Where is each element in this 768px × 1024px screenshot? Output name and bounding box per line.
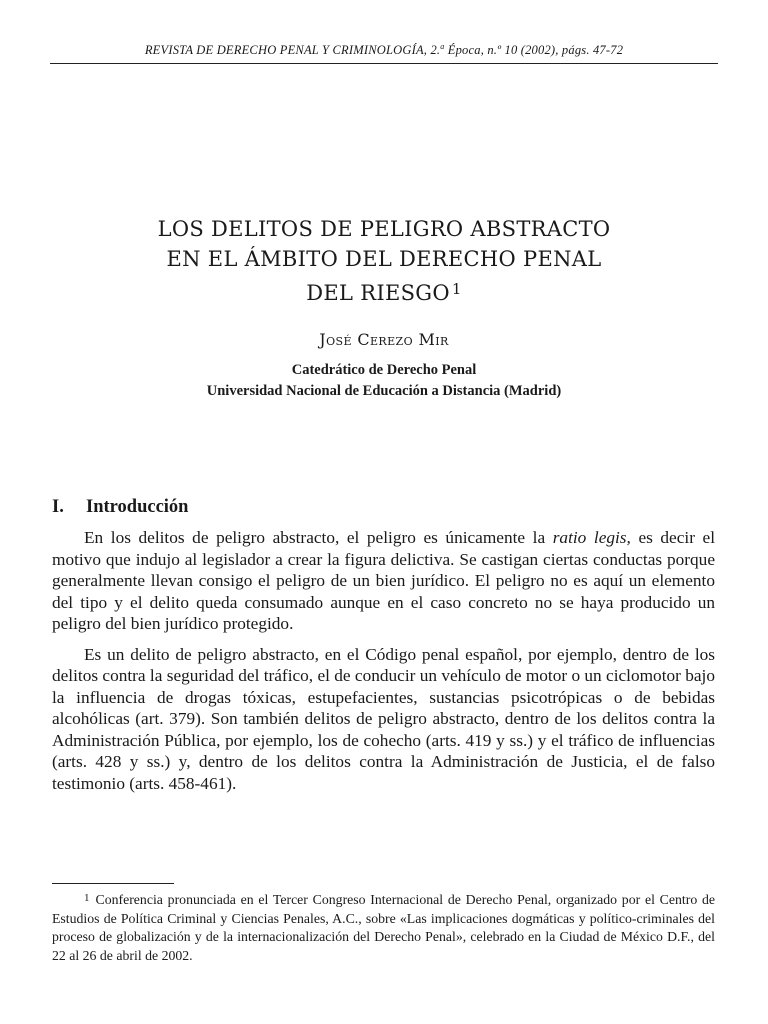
- footnote-number: 1: [84, 892, 90, 904]
- section-title: Introducción: [86, 497, 189, 517]
- header-divider: [50, 63, 718, 64]
- section-number: I.: [52, 497, 64, 517]
- author-affiliation: [50, 360, 718, 402]
- ratio-legis-term: ratio legis,: [552, 528, 631, 547]
- footnote-text: Conferencia pronunciada en el Tercer Congreso Internacional de Derecho Penal, organizado por el Centro de Estudios de Política Criminal y Ciencias Penales, A.C., sobre «Las implicaciones dogmáticas y político-criminales del proceso de globalización y de la internacionalización del Derecho Penal», celebrado en la Ciudad de México D.F., del 22 al 26 de abril de 2002.: [52, 892, 715, 963]
- article-title: [50, 214, 718, 308]
- paragraph-2: Es un delito de peligro abstracto, en el Código penal español, por ejemplo, dentro de los delitos contra la seguridad del tráfico, el de conducir un vehículo de motor o un ciclomotor bajo la influencia de drogas tóxicas, estupefacientes, sustancias psicotrópicas o de bebidas alcohólicas (art. 379). Son también delitos de peligro abstracto, dentro de los delitos contra la Administración Pública, por ejemplo, los de cohecho (arts. 419 y ss.) y el tráfico de influencias (arts. 428 y ss.) y, dentro de los delitos contra la Administración de Justicia, el de falso testimonio (arts. 458-461).: [52, 644, 715, 793]
- footnote: [52, 889, 715, 965]
- journal-name: REVISTA DE DERECHO PENAL Y CRIMINOLOGÍA, 2.: [144, 43, 441, 58]
- author-institution: Universidad Nacional de Educación a Distancia (Madrid): [206, 383, 562, 399]
- paragraph-1-start: En los delitos de peligro abstracto, el peligro es únicamente la: [84, 528, 553, 547]
- author-name: José Cerezo Mir: [319, 330, 449, 349]
- edition-superscript: a: [440, 42, 445, 51]
- journal-header: [50, 42, 718, 58]
- journal-issue: Época, n.º 10 (2002), págs. 47-72: [444, 43, 624, 58]
- paragraph-1-end: es decir el motivo que indujo al legislador a crear la figura delictiva. Se castigan ciertas conductas porque generalmente llevan consigo el peligro de un bien jurídico. El peligro no es aquí un elemento del tipo y el delito queda consumado aunque en el caso concreto no se haya producido un peligro del bien jurídico protegido.: [52, 528, 715, 633]
- title-line-2: EN EL ÁMBITO DEL DERECHO PENAL: [166, 247, 602, 271]
- footnote-divider: [52, 883, 174, 884]
- section-heading: [52, 497, 188, 518]
- title-line-1: LOS DELITOS DE PELIGRO ABSTRACTO: [157, 217, 611, 241]
- footnote-paragraph: [52, 889, 715, 965]
- author-position: Catedrático de Derecho Penal: [291, 362, 477, 378]
- title-line-3: [50, 274, 718, 308]
- title-footnote-ref[interactable]: 1: [451, 280, 462, 298]
- article-body: [52, 527, 715, 803]
- title-line-3-text: DEL RIESGO: [306, 281, 450, 305]
- paragraph-1: [52, 527, 715, 635]
